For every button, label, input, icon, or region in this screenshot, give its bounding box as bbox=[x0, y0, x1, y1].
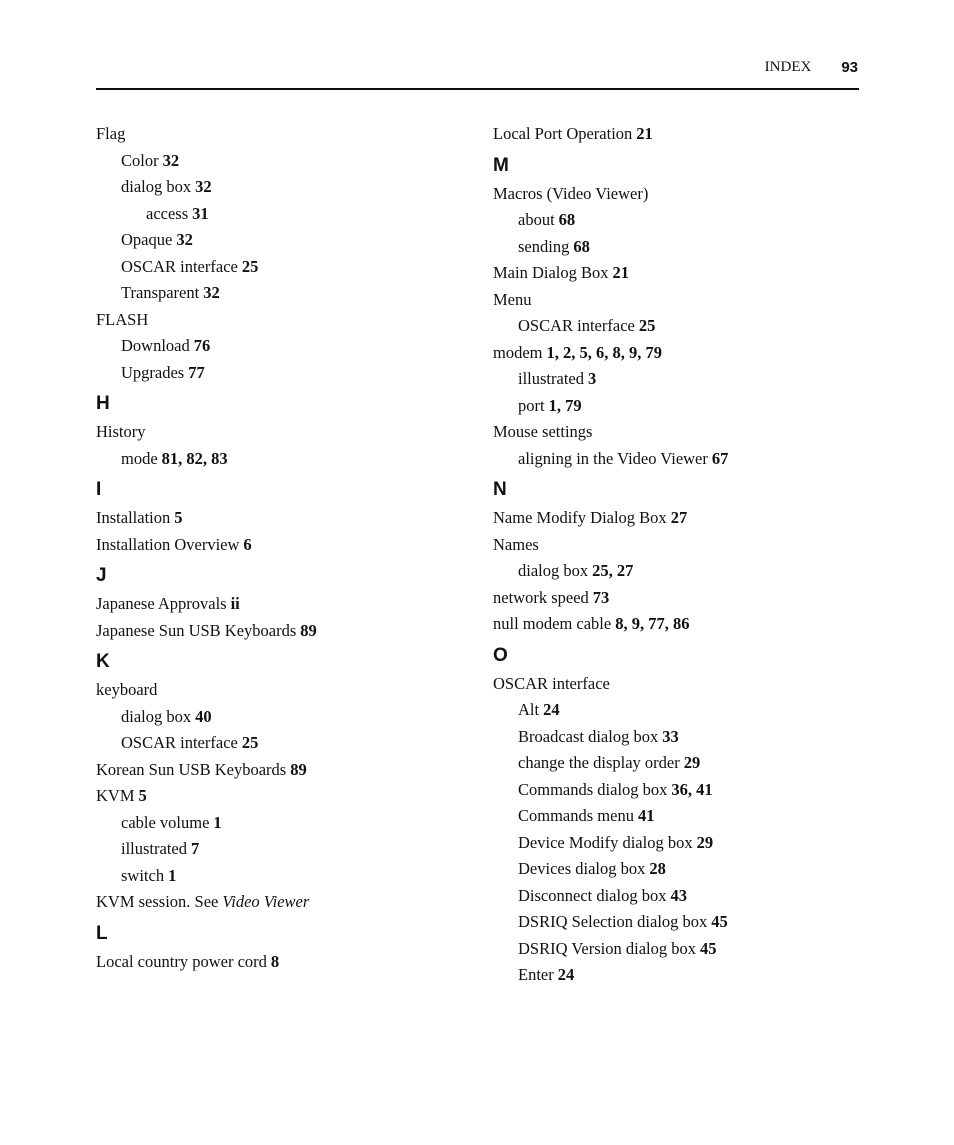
index-page-refs[interactable]: 67 bbox=[711, 448, 729, 468]
index-page-refs[interactable]: 76 bbox=[193, 336, 211, 355]
index-page-refs[interactable]: 8, 9, 77, 86 bbox=[615, 614, 690, 633]
index-subentry bbox=[96, 254, 466, 281]
index-entry bbox=[96, 505, 466, 532]
index-page-refs[interactable]: 1, 79 bbox=[548, 395, 582, 415]
index-subentry bbox=[493, 909, 863, 936]
index-entry bbox=[493, 287, 863, 314]
index-page-refs[interactable]: 28 bbox=[649, 859, 666, 878]
index-subentry bbox=[493, 724, 863, 751]
index-subentry bbox=[96, 704, 466, 731]
index-entry bbox=[96, 757, 466, 784]
index-term: access bbox=[146, 203, 189, 223]
index-term: Device Modify dialog box bbox=[518, 832, 693, 852]
index-page-refs[interactable]: 24 bbox=[557, 965, 575, 984]
index-term: KVM session. See bbox=[96, 892, 219, 911]
index-term: illustrated bbox=[121, 839, 187, 858]
index-term: Disconnect dialog box bbox=[518, 885, 667, 905]
index-term: sending bbox=[518, 236, 570, 256]
index-term: dialog box bbox=[121, 177, 192, 196]
index-entry bbox=[493, 611, 863, 638]
index-term: Names bbox=[493, 534, 539, 554]
index-subentry bbox=[493, 750, 863, 777]
index-page-refs[interactable]: 6 bbox=[243, 534, 252, 554]
index-entry bbox=[493, 671, 863, 698]
index-page-refs[interactable]: 5 bbox=[174, 508, 183, 527]
index-term: Opaque bbox=[121, 230, 173, 249]
index-subentry bbox=[493, 393, 863, 420]
index-column-right bbox=[493, 121, 863, 989]
index-page-refs[interactable]: 3 bbox=[587, 369, 597, 388]
index-subentry bbox=[96, 280, 466, 307]
index-letter-heading: H bbox=[96, 393, 110, 414]
index-term: OSCAR interface bbox=[121, 733, 238, 752]
index-term: aligning in the Video Viewer bbox=[518, 448, 708, 468]
index-entry bbox=[96, 121, 466, 148]
index-term: dialog box bbox=[121, 706, 192, 726]
index-entry bbox=[96, 419, 466, 446]
index-page-refs[interactable]: 33 bbox=[662, 726, 679, 746]
index-page-refs[interactable]: 68 bbox=[558, 210, 576, 229]
index-subentry bbox=[493, 883, 863, 910]
index-term: Flag bbox=[96, 124, 126, 143]
index-page-refs[interactable]: 45 bbox=[711, 912, 728, 931]
index-page-refs[interactable]: 43 bbox=[670, 885, 687, 905]
index-page-refs[interactable]: 77 bbox=[188, 362, 205, 382]
index-term: Local Port Operation bbox=[493, 124, 633, 143]
index-page-refs[interactable]: 25 bbox=[241, 256, 259, 276]
index-term: Transparent bbox=[121, 283, 200, 302]
index-page-refs[interactable]: 24 bbox=[543, 700, 560, 719]
index-page-refs[interactable]: 45 bbox=[700, 938, 717, 958]
index-page-refs[interactable]: 21 bbox=[636, 124, 653, 143]
index-term: Commands dialog box bbox=[518, 779, 668, 799]
index-term: null modem cable bbox=[493, 614, 612, 633]
index-page-refs[interactable]: 29 bbox=[683, 753, 701, 772]
index-term: Menu bbox=[493, 289, 532, 309]
index-page-refs[interactable]: 40 bbox=[195, 706, 212, 726]
index-subentry bbox=[493, 446, 863, 473]
index-entry bbox=[493, 181, 863, 208]
index-subentry bbox=[493, 856, 863, 883]
index-letter-heading: O bbox=[493, 644, 508, 666]
index-page-refs[interactable]: 29 bbox=[696, 832, 714, 852]
index-page-refs[interactable]: 41 bbox=[637, 806, 655, 825]
index-subentry bbox=[493, 936, 863, 963]
index-term: FLASH bbox=[96, 309, 149, 329]
index-subentry bbox=[493, 697, 863, 724]
index-page-refs[interactable]: 1 bbox=[168, 865, 177, 885]
index-term: switch bbox=[121, 865, 165, 885]
index-subentry bbox=[96, 810, 466, 837]
index-see-reference[interactable]: Video Viewer bbox=[222, 892, 310, 911]
index-term: modem bbox=[493, 342, 543, 362]
index-page-refs[interactable]: ii bbox=[230, 594, 240, 613]
index-entry bbox=[96, 889, 466, 916]
index-page-refs[interactable]: 32 bbox=[162, 150, 180, 170]
index-entry bbox=[96, 783, 466, 810]
index-page-refs[interactable]: 7 bbox=[190, 839, 200, 858]
index-term: Mouse settings bbox=[493, 422, 593, 441]
index-term: keyboard bbox=[96, 680, 158, 699]
index-term: Broadcast dialog box bbox=[518, 726, 659, 746]
index-subentry bbox=[96, 227, 466, 254]
index-term: Name Modify Dialog Box bbox=[493, 508, 667, 527]
index-term: cable volume bbox=[121, 812, 210, 832]
index-term: Commands menu bbox=[518, 806, 634, 825]
index-term: Japanese Sun USB Keyboards bbox=[96, 620, 297, 640]
index-page-refs[interactable]: 31 bbox=[192, 203, 209, 223]
index-term: DSRIQ Selection dialog box bbox=[518, 912, 708, 931]
index-subentry bbox=[96, 836, 466, 863]
index-term: Alt bbox=[518, 700, 540, 719]
index-term: Installation bbox=[96, 508, 171, 527]
index-page-refs[interactable]: 36, 41 bbox=[671, 779, 713, 799]
index-term: OSCAR interface bbox=[493, 673, 610, 693]
index-term: about bbox=[518, 210, 555, 229]
index-letter-heading: N bbox=[493, 479, 507, 500]
index-entry bbox=[493, 585, 863, 612]
index-subentry bbox=[493, 558, 863, 585]
index-page-refs[interactable]: 25 bbox=[638, 316, 656, 335]
index-letter-heading: I bbox=[96, 479, 102, 500]
index-entry bbox=[493, 121, 863, 148]
index-letter-heading: L bbox=[96, 922, 108, 944]
index-subentry bbox=[96, 360, 466, 387]
index-page-refs[interactable]: 5 bbox=[138, 786, 147, 805]
index-term: Installation Overview bbox=[96, 534, 240, 554]
index-entry bbox=[96, 677, 466, 704]
index-term: History bbox=[96, 422, 146, 441]
index-subentry bbox=[96, 863, 466, 890]
index-subentry bbox=[96, 446, 466, 473]
index-entry bbox=[493, 260, 863, 287]
index-entry bbox=[96, 307, 466, 334]
index-term: Local country power cord bbox=[96, 951, 267, 971]
header-rule bbox=[96, 88, 859, 90]
index-subentry bbox=[493, 366, 863, 393]
index-page-refs[interactable]: 25, 27 bbox=[592, 561, 634, 580]
index-entry bbox=[96, 949, 466, 976]
index-page-refs[interactable]: 25 bbox=[241, 733, 259, 752]
index-entry bbox=[96, 591, 466, 618]
index-subentry bbox=[493, 962, 863, 989]
index-term: port bbox=[518, 395, 545, 415]
index-page-refs[interactable]: 89 bbox=[300, 620, 317, 640]
index-term: change the display order bbox=[518, 753, 680, 772]
index-letter-heading: K bbox=[96, 651, 110, 672]
index-term: OSCAR interface bbox=[518, 316, 635, 335]
index-term: Macros (Video Viewer) bbox=[493, 183, 649, 203]
index-term: KVM bbox=[96, 786, 135, 805]
index-page-refs[interactable]: 32 bbox=[176, 230, 193, 249]
index-subentry bbox=[96, 174, 466, 201]
index-page-refs[interactable]: 21 bbox=[612, 263, 629, 282]
index-entry bbox=[493, 505, 863, 532]
index-term: OSCAR interface bbox=[121, 256, 238, 276]
index-subentry bbox=[96, 333, 466, 360]
index-entry bbox=[493, 532, 863, 559]
index-page-refs[interactable]: 32 bbox=[203, 283, 220, 302]
index-term: Devices dialog box bbox=[518, 859, 646, 878]
index-page-refs[interactable]: 89 bbox=[290, 759, 307, 779]
index-entry bbox=[96, 618, 466, 645]
index-term: Korean Sun USB Keyboards bbox=[96, 759, 287, 779]
index-page-refs[interactable]: 68 bbox=[573, 236, 590, 256]
index-entry bbox=[493, 340, 863, 367]
index-subentry bbox=[96, 201, 466, 228]
index-term: illustrated bbox=[518, 369, 584, 388]
index-subentry bbox=[96, 148, 466, 175]
header-section-label: INDEX bbox=[764, 59, 812, 75]
index-page-refs[interactable]: 27 bbox=[670, 508, 688, 527]
index-subentry bbox=[493, 313, 863, 340]
index-subentry bbox=[493, 207, 863, 234]
index-term: Main Dialog Box bbox=[493, 263, 609, 282]
index-subentry bbox=[96, 730, 466, 757]
index-page-refs[interactable]: 32 bbox=[195, 177, 212, 196]
index-subentry bbox=[493, 777, 863, 804]
index-entry bbox=[96, 532, 466, 559]
index-subentry bbox=[493, 234, 863, 261]
index-page-refs[interactable]: 81, 82, 83 bbox=[161, 448, 228, 468]
index-term: Enter bbox=[518, 965, 554, 984]
index-term: Upgrades bbox=[121, 362, 185, 382]
running-header bbox=[765, 59, 858, 76]
index-page-refs[interactable]: 8 bbox=[270, 951, 280, 971]
index-subentry bbox=[493, 830, 863, 857]
index-letter-heading: J bbox=[96, 565, 107, 586]
index-term: Japanese Approvals bbox=[96, 594, 227, 613]
index-term: Color bbox=[121, 150, 159, 170]
index-term: dialog box bbox=[518, 561, 589, 580]
index-term: DSRIQ Version dialog box bbox=[518, 938, 696, 958]
index-entry bbox=[493, 419, 863, 446]
index-page-refs[interactable]: 1 bbox=[213, 812, 222, 832]
index-letter-heading: M bbox=[493, 154, 509, 176]
index-page-refs[interactable]: 73 bbox=[592, 587, 610, 607]
header-page-number: 93 bbox=[841, 59, 858, 76]
index-term: Download bbox=[121, 336, 190, 355]
index-subentry bbox=[493, 803, 863, 830]
index-term: mode bbox=[121, 448, 158, 468]
index-column-left bbox=[96, 121, 466, 975]
index-term: network speed bbox=[493, 587, 589, 607]
index-page-refs[interactable]: 1, 2, 5, 6, 8, 9, 79 bbox=[546, 342, 662, 362]
